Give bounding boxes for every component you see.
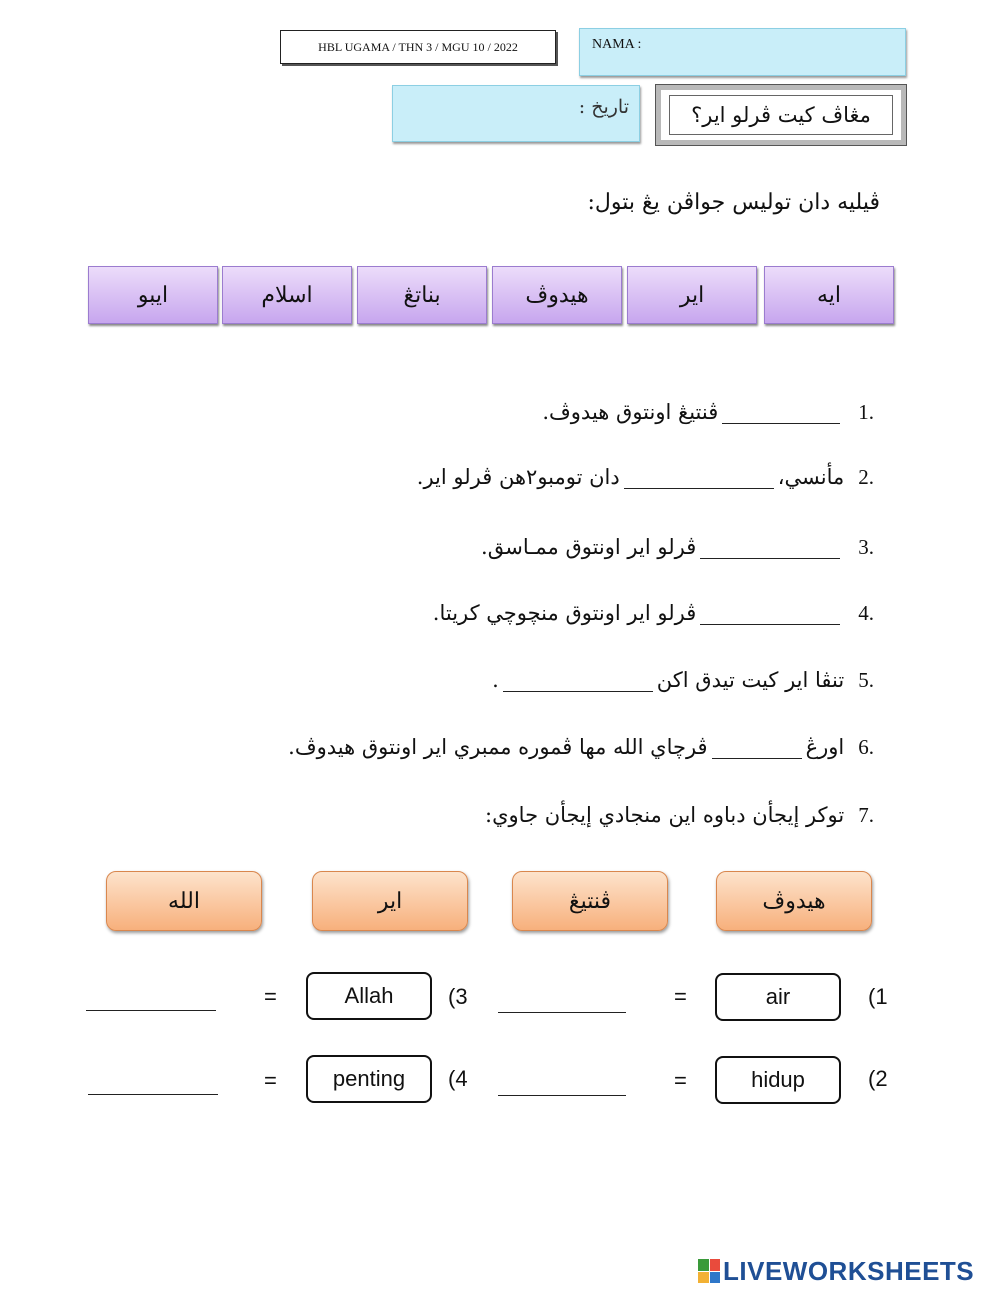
question-text: دان تومبو٢هن ڤرلو اير. — [416, 465, 620, 489]
jawi-option[interactable]: هيدوڤ — [716, 871, 872, 931]
instruction-text: ڤيليه دان توليس جواڤن يڠ بتول: — [587, 190, 880, 215]
question-text: تنڤا اير كيت تيدق اكن — [656, 668, 845, 692]
answer-line[interactable] — [86, 1010, 216, 1011]
match-word-box: hidup — [715, 1056, 841, 1104]
word-bank-item[interactable]: ايبو — [88, 266, 218, 324]
answer-blank[interactable] — [722, 401, 840, 424]
question-text: توكر إيجأن دباوه اين منجادي إيجأن جاوي: — [485, 803, 845, 827]
match-word-box: air — [715, 973, 841, 1021]
answer-blank[interactable] — [700, 536, 840, 559]
question-text: مأنسي، — [777, 465, 845, 489]
match-number: (1 — [868, 984, 888, 1009]
match-word-box: penting — [306, 1055, 432, 1103]
word-bank-item[interactable]: هيدوڤ — [492, 266, 622, 324]
answer-blank[interactable] — [503, 669, 653, 692]
question-text: ڤرچاي الله مها ڤموره ممبري اير اونتوق هيدوڤ. — [288, 735, 708, 759]
question-2 — [417, 457, 874, 497]
question-text: ڤنتيڠ اونتوق هيدوڤ. — [542, 400, 719, 424]
name-label: NAMA : — [592, 37, 642, 52]
liveworksheets-logo-icon — [698, 1259, 720, 1283]
question-number: 5. — [858, 667, 874, 692]
answer-line[interactable] — [498, 1095, 626, 1096]
liveworksheets-logo[interactable] — [698, 1257, 974, 1285]
match-number: (4 — [448, 1066, 468, 1091]
question-5 — [492, 660, 874, 700]
question-number: 1. — [858, 399, 874, 424]
answer-line[interactable] — [498, 1012, 626, 1013]
question-number: 3. — [858, 534, 874, 559]
jawi-option[interactable]: ڤنتيڠ — [512, 871, 668, 931]
question-3 — [481, 527, 874, 567]
question-text: اورڠ — [805, 735, 845, 759]
date-label: تاريخ : — [578, 96, 629, 118]
question-number: 2. — [858, 464, 874, 489]
question-1 — [542, 392, 874, 432]
liveworksheets-brand-text: LIVEWORKSHEETS — [723, 1255, 975, 1286]
jawi-option[interactable]: اير — [312, 871, 468, 931]
question-6 — [288, 727, 874, 767]
answer-blank[interactable] — [700, 602, 840, 625]
word-bank-item[interactable]: اير — [627, 266, 757, 324]
question-number: 7. — [858, 802, 874, 827]
date-field[interactable] — [392, 85, 640, 142]
question-4 — [433, 593, 874, 633]
question-number: 4. — [858, 600, 874, 625]
word-bank-item[interactable]: ايه — [764, 266, 894, 324]
equals-sign: = — [264, 984, 277, 1009]
worksheet-code-label: HBL UGAMA / THN 3 / MGU 10 / 2022 — [280, 30, 556, 64]
match-number: (2 — [868, 1066, 888, 1091]
word-bank-item[interactable]: اسلام — [222, 266, 352, 324]
worksheet-title-frame — [656, 85, 906, 145]
match-number: (3 — [448, 984, 468, 1009]
answer-line[interactable] — [88, 1094, 218, 1095]
equals-sign: = — [264, 1068, 277, 1093]
name-field[interactable] — [579, 28, 906, 76]
question-text: ڤرلو اير اونتوق ممـاسق. — [481, 535, 697, 559]
question-text: ڤرلو اير اونتوق منچوچي كريتا. — [432, 601, 697, 625]
worksheet-title: مڠاڤ كيت ڤرلو اير؟ — [691, 103, 871, 127]
equals-sign: = — [674, 1068, 687, 1093]
match-word-box: Allah — [306, 972, 432, 1020]
answer-blank[interactable] — [712, 736, 802, 759]
question-number: 6. — [858, 734, 874, 759]
jawi-option[interactable]: الله — [106, 871, 262, 931]
question-7 — [485, 795, 874, 835]
equals-sign: = — [674, 984, 687, 1009]
answer-blank[interactable] — [624, 466, 774, 489]
word-bank-item[interactable]: بناتڠ — [357, 266, 487, 324]
question-text: . — [492, 668, 499, 692]
